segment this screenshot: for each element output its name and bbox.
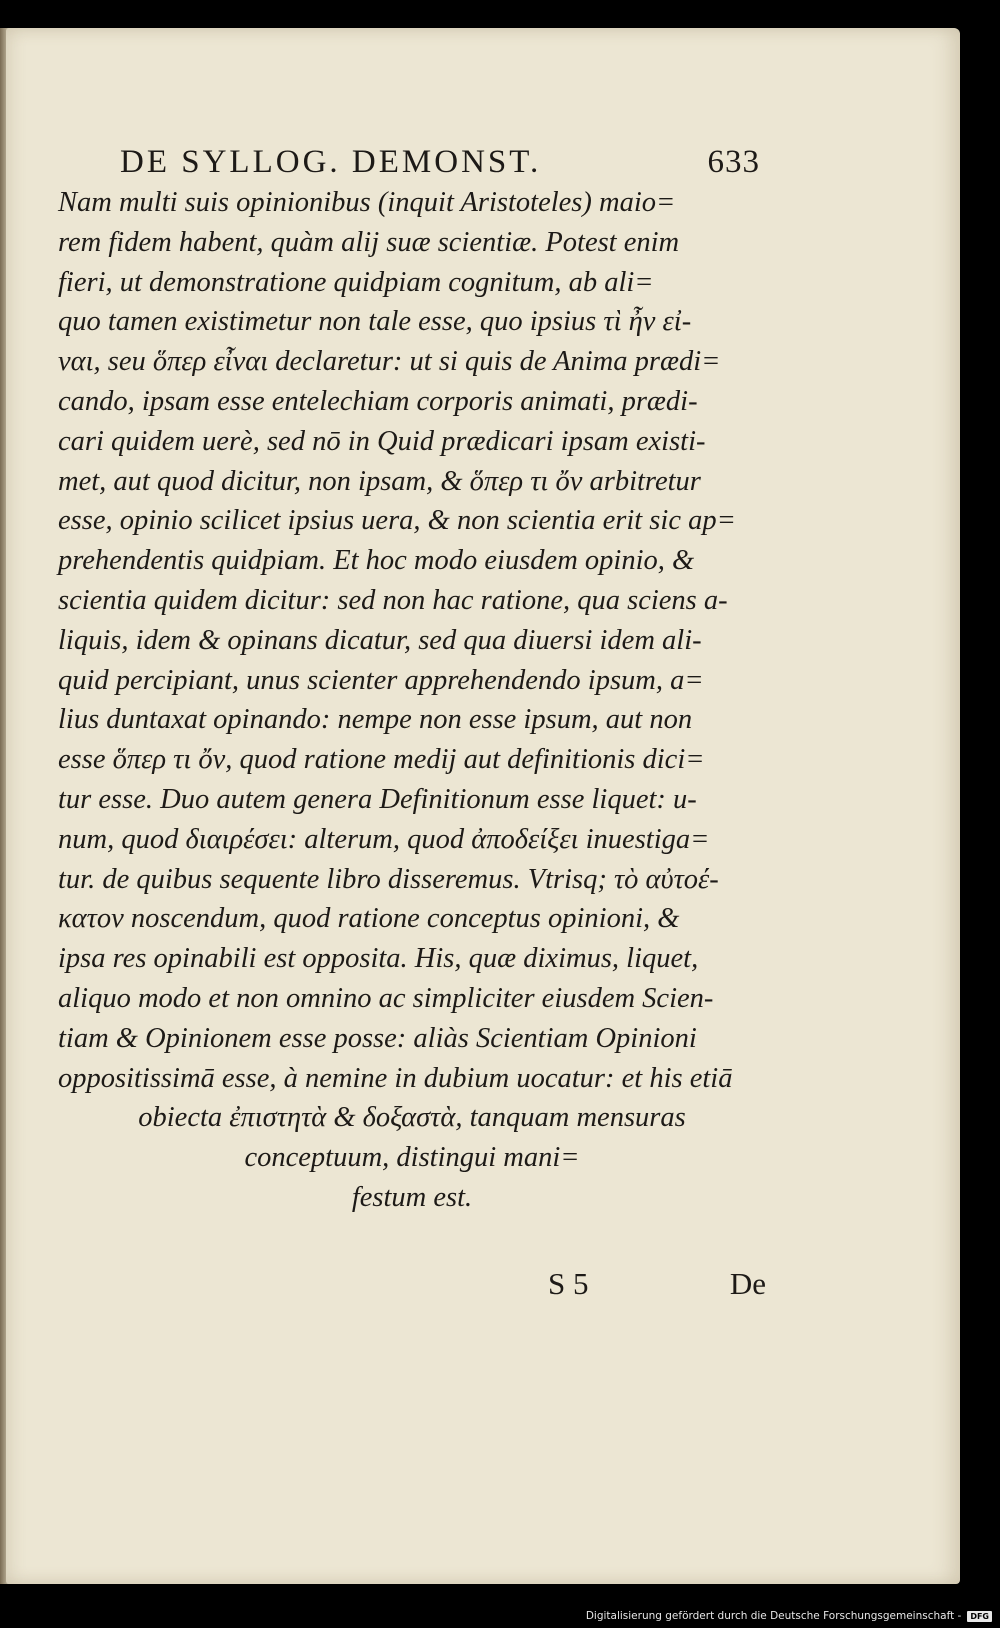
page-number: 633	[707, 144, 760, 180]
body-text	[58, 183, 766, 1218]
text-line: ναι, seu ὅπερ εἶναι declaretur: ut si quis de Anima prædi=	[58, 346, 721, 378]
text-line: liquis, idem & opinans dicatur, sed qua diuersi idem ali-	[58, 624, 702, 656]
text-line: festum est.	[351, 1181, 473, 1213]
digitization-credit: Digitalisierung gefördert durch die Deutsche Forschungsgemeinschaft -	[585, 1610, 962, 1622]
text-line: rem fidem habent, quàm alij suæ scientiæ. Potest enim	[58, 226, 680, 258]
text-line: met, aut quod dicitur, non ipsam, & ὅπερ τι ὄν arbitretur	[58, 465, 701, 497]
dfg-logo-icon: DFG	[967, 1611, 992, 1622]
text-line: cando, ipsam esse entelechiam corporis animati, prædi-	[58, 385, 698, 417]
text-line: Nam multi suis opinionibus (inquit Aristoteles) maio=	[58, 187, 676, 218]
text-line: obiecta ἐπιστητὰ & δοξαστὰ, tanquam mensuras	[138, 1102, 686, 1134]
text-line: esse ὅπερ τι ὄν, quod ratione medij aut definitionis dici=	[58, 744, 705, 776]
text-line: prehendentis quidpiam. Et hoc modo eiusdem opinio, &	[58, 545, 695, 577]
text-line: scientia quidem dicitur: sed non hac ratione, qua sciens a-	[58, 584, 728, 616]
catchline	[548, 1266, 766, 1302]
text-line: cari quidem uerè, sed nō in Quid prædicari ipsam existi-	[58, 425, 706, 457]
text-line: tur esse. Duo autem genera Definitionum esse liquet: u-	[58, 783, 697, 815]
running-header	[120, 144, 760, 181]
digitization-footer	[586, 1607, 992, 1625]
text-line: tiam & Opinionem esse posse: aliàs Scientiam Opinioni	[58, 1022, 697, 1054]
text-line: fieri, ut demonstratione quidpiam cognitum, ab ali=	[58, 266, 654, 298]
text-line: quo tamen existimetur non tale esse, quo ipsius τὶ ἦν εἰ-	[58, 306, 692, 338]
signature-mark: S 5	[548, 1266, 589, 1301]
text-line: quid percipiant, unus scienter apprehendendo ipsum, a=	[58, 664, 704, 696]
text-line: conceptuum, distingui mani=	[244, 1142, 580, 1174]
running-title: DE SYLLOG. DEMONST.	[120, 144, 542, 180]
text-line: κατον noscendum, quod ratione conceptus opinioni, &	[58, 903, 680, 935]
text-line: ipsa res opinabili est opposita. His, quæ diximus, liquet,	[58, 943, 699, 975]
text-line: aliquo modo et non omnino ac simpliciter eiusdem Scien-	[58, 982, 714, 1014]
text-line: num, quod διαιρέσει: alterum, quod ἀποδείξει inuestiga=	[58, 823, 710, 855]
text-line: oppositissimā esse, à nemine in dubium uocatur: et his etiā	[58, 1062, 733, 1094]
text-line: tur. de quibus sequente libro disseremus. Vtrisq; τὸ αὐτοέ-	[58, 863, 719, 895]
text-line: esse, opinio scilicet ipsius uera, & non scientia erit sic ap=	[58, 505, 736, 537]
catchword: De	[729, 1266, 766, 1301]
text-line: lius duntaxat opinando: nempe non esse ipsum, aut non	[58, 704, 693, 736]
